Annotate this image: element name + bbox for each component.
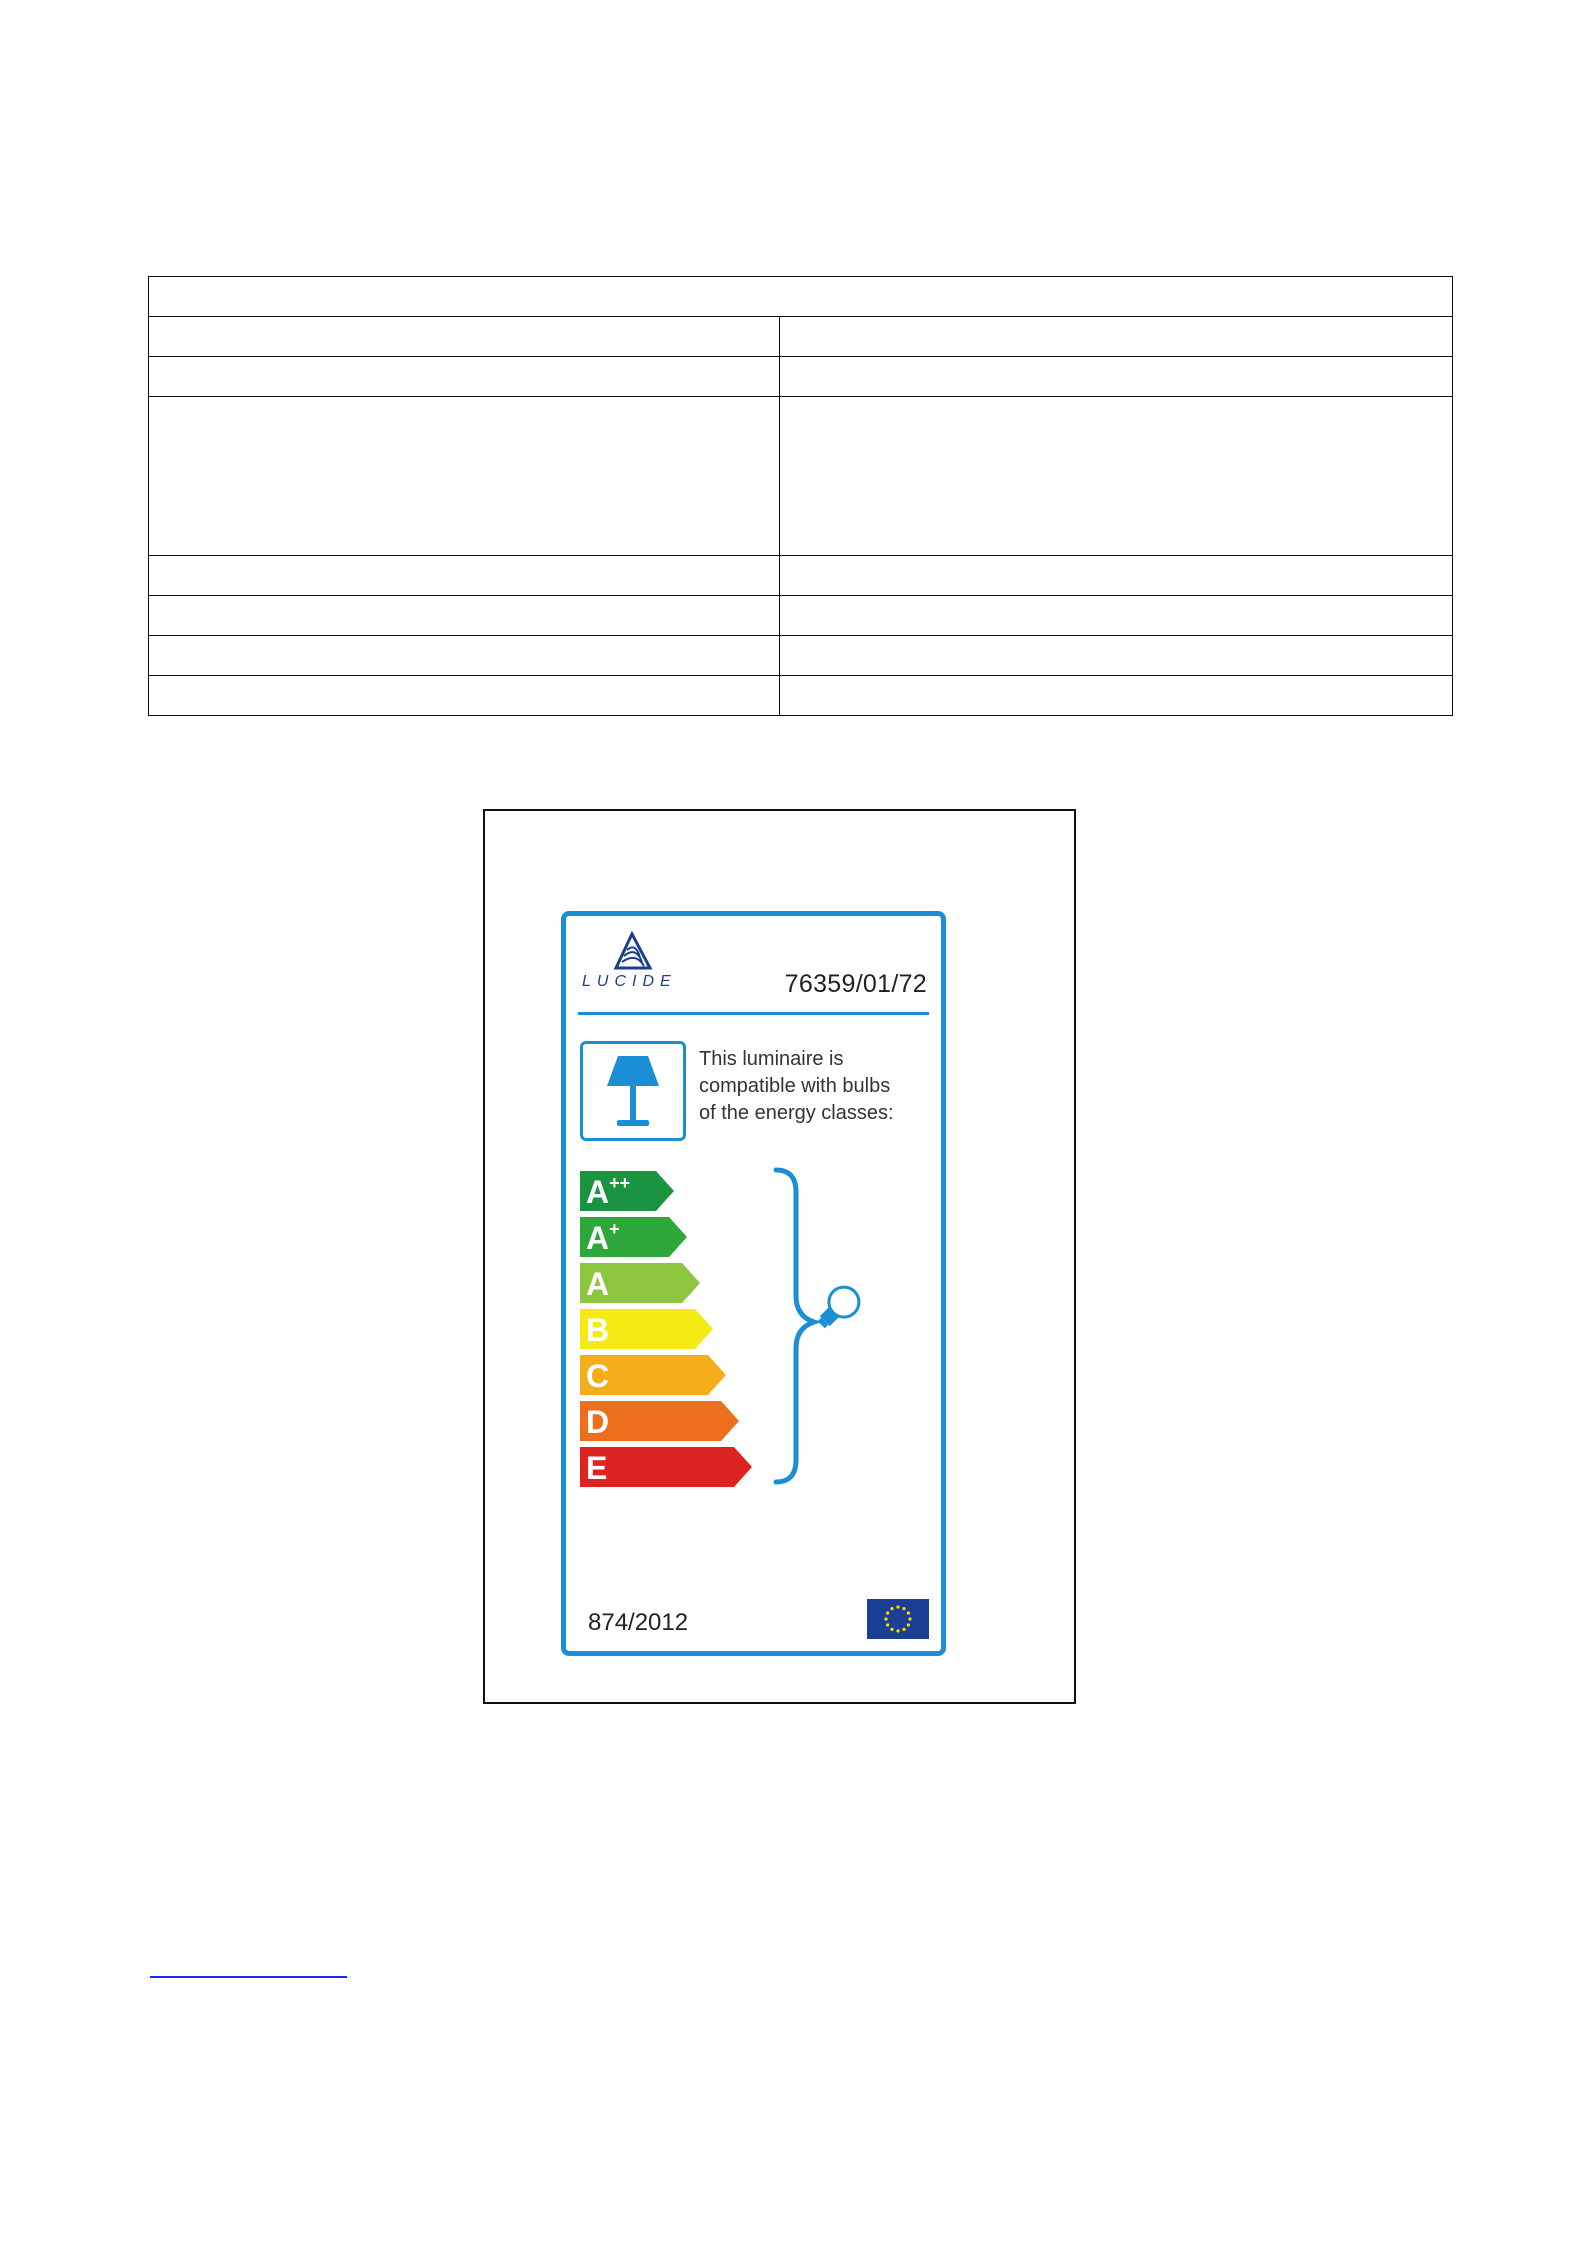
eu-star — [902, 1628, 905, 1631]
eu-star — [886, 1611, 889, 1614]
table-cell — [780, 317, 1453, 357]
energy-class-bar — [580, 1309, 713, 1349]
footnote-separator — [150, 1976, 347, 1978]
energy-class-bar — [580, 1447, 752, 1487]
energy-class-letter: B — [586, 1312, 610, 1348]
energy-class-letter: D — [586, 1404, 610, 1440]
brand-name: LUCIDE — [582, 973, 677, 990]
table-cell — [780, 556, 1453, 596]
lucide-logo-icon — [580, 930, 690, 992]
table-cell — [780, 636, 1453, 676]
eu-star — [896, 1605, 899, 1608]
energy-class-scale — [580, 1168, 780, 1488]
compat-line: This luminaire is — [699, 1048, 844, 1070]
energy-class-letter: C — [586, 1358, 610, 1394]
table-row — [149, 397, 1453, 556]
energy-label-figure — [483, 809, 1076, 1704]
energy-class-bar — [580, 1171, 674, 1211]
lamp-box — [580, 1041, 686, 1141]
spec-table — [148, 276, 1453, 716]
energy-class-bar — [580, 1401, 739, 1441]
table-header-cell — [149, 277, 1453, 317]
eu-star — [896, 1629, 899, 1632]
energy-class-superscript: ++ — [609, 1173, 631, 1193]
table-row — [149, 676, 1453, 716]
table-cell — [149, 397, 780, 556]
table-cell — [149, 556, 780, 596]
table-cell — [149, 636, 780, 676]
bulb-icon — [811, 1281, 865, 1335]
label-divider — [578, 1012, 929, 1015]
table-cell — [149, 676, 780, 716]
table-cell — [780, 397, 1453, 556]
energy-class-letter: A++ — [586, 1173, 631, 1210]
compat-line: compatible with bulbs — [699, 1075, 891, 1097]
energy-class-superscript: + — [609, 1219, 620, 1239]
table-row — [149, 357, 1453, 397]
table-row — [149, 636, 1453, 676]
eu-star — [890, 1628, 893, 1631]
eu-flag-icon — [867, 1599, 929, 1639]
table-cell — [149, 357, 780, 397]
table-cell — [780, 357, 1453, 397]
energy-class-letter: A — [586, 1266, 610, 1302]
energy-label-card — [561, 911, 946, 1656]
lamp-icon — [583, 1044, 683, 1138]
eu-star — [884, 1617, 887, 1620]
table-cell — [780, 676, 1453, 716]
eu-star — [907, 1623, 910, 1626]
compat-line: of the energy classes: — [699, 1102, 894, 1124]
class-range-brace — [756, 1166, 896, 1486]
energy-class-bar — [580, 1217, 687, 1257]
eu-star — [886, 1623, 889, 1626]
eu-star — [902, 1607, 905, 1610]
table-cell — [149, 596, 780, 636]
energy-class-bar — [580, 1355, 726, 1395]
table-header-row — [149, 277, 1453, 317]
table-row — [149, 556, 1453, 596]
energy-class-letter: E — [586, 1450, 608, 1486]
compatibility-text — [699, 1046, 934, 1127]
eu-star — [907, 1611, 910, 1614]
table-row — [149, 596, 1453, 636]
energy-class-bar — [580, 1263, 700, 1303]
table-cell — [149, 317, 780, 357]
table-row — [149, 317, 1453, 357]
energy-class-letter: A+ — [586, 1219, 620, 1256]
eu-star — [890, 1607, 893, 1610]
eu-star — [908, 1617, 911, 1620]
model-number: 76359/01/72 — [784, 970, 927, 998]
table-cell — [780, 596, 1453, 636]
regulation-number: 874/2012 — [588, 1609, 689, 1636]
